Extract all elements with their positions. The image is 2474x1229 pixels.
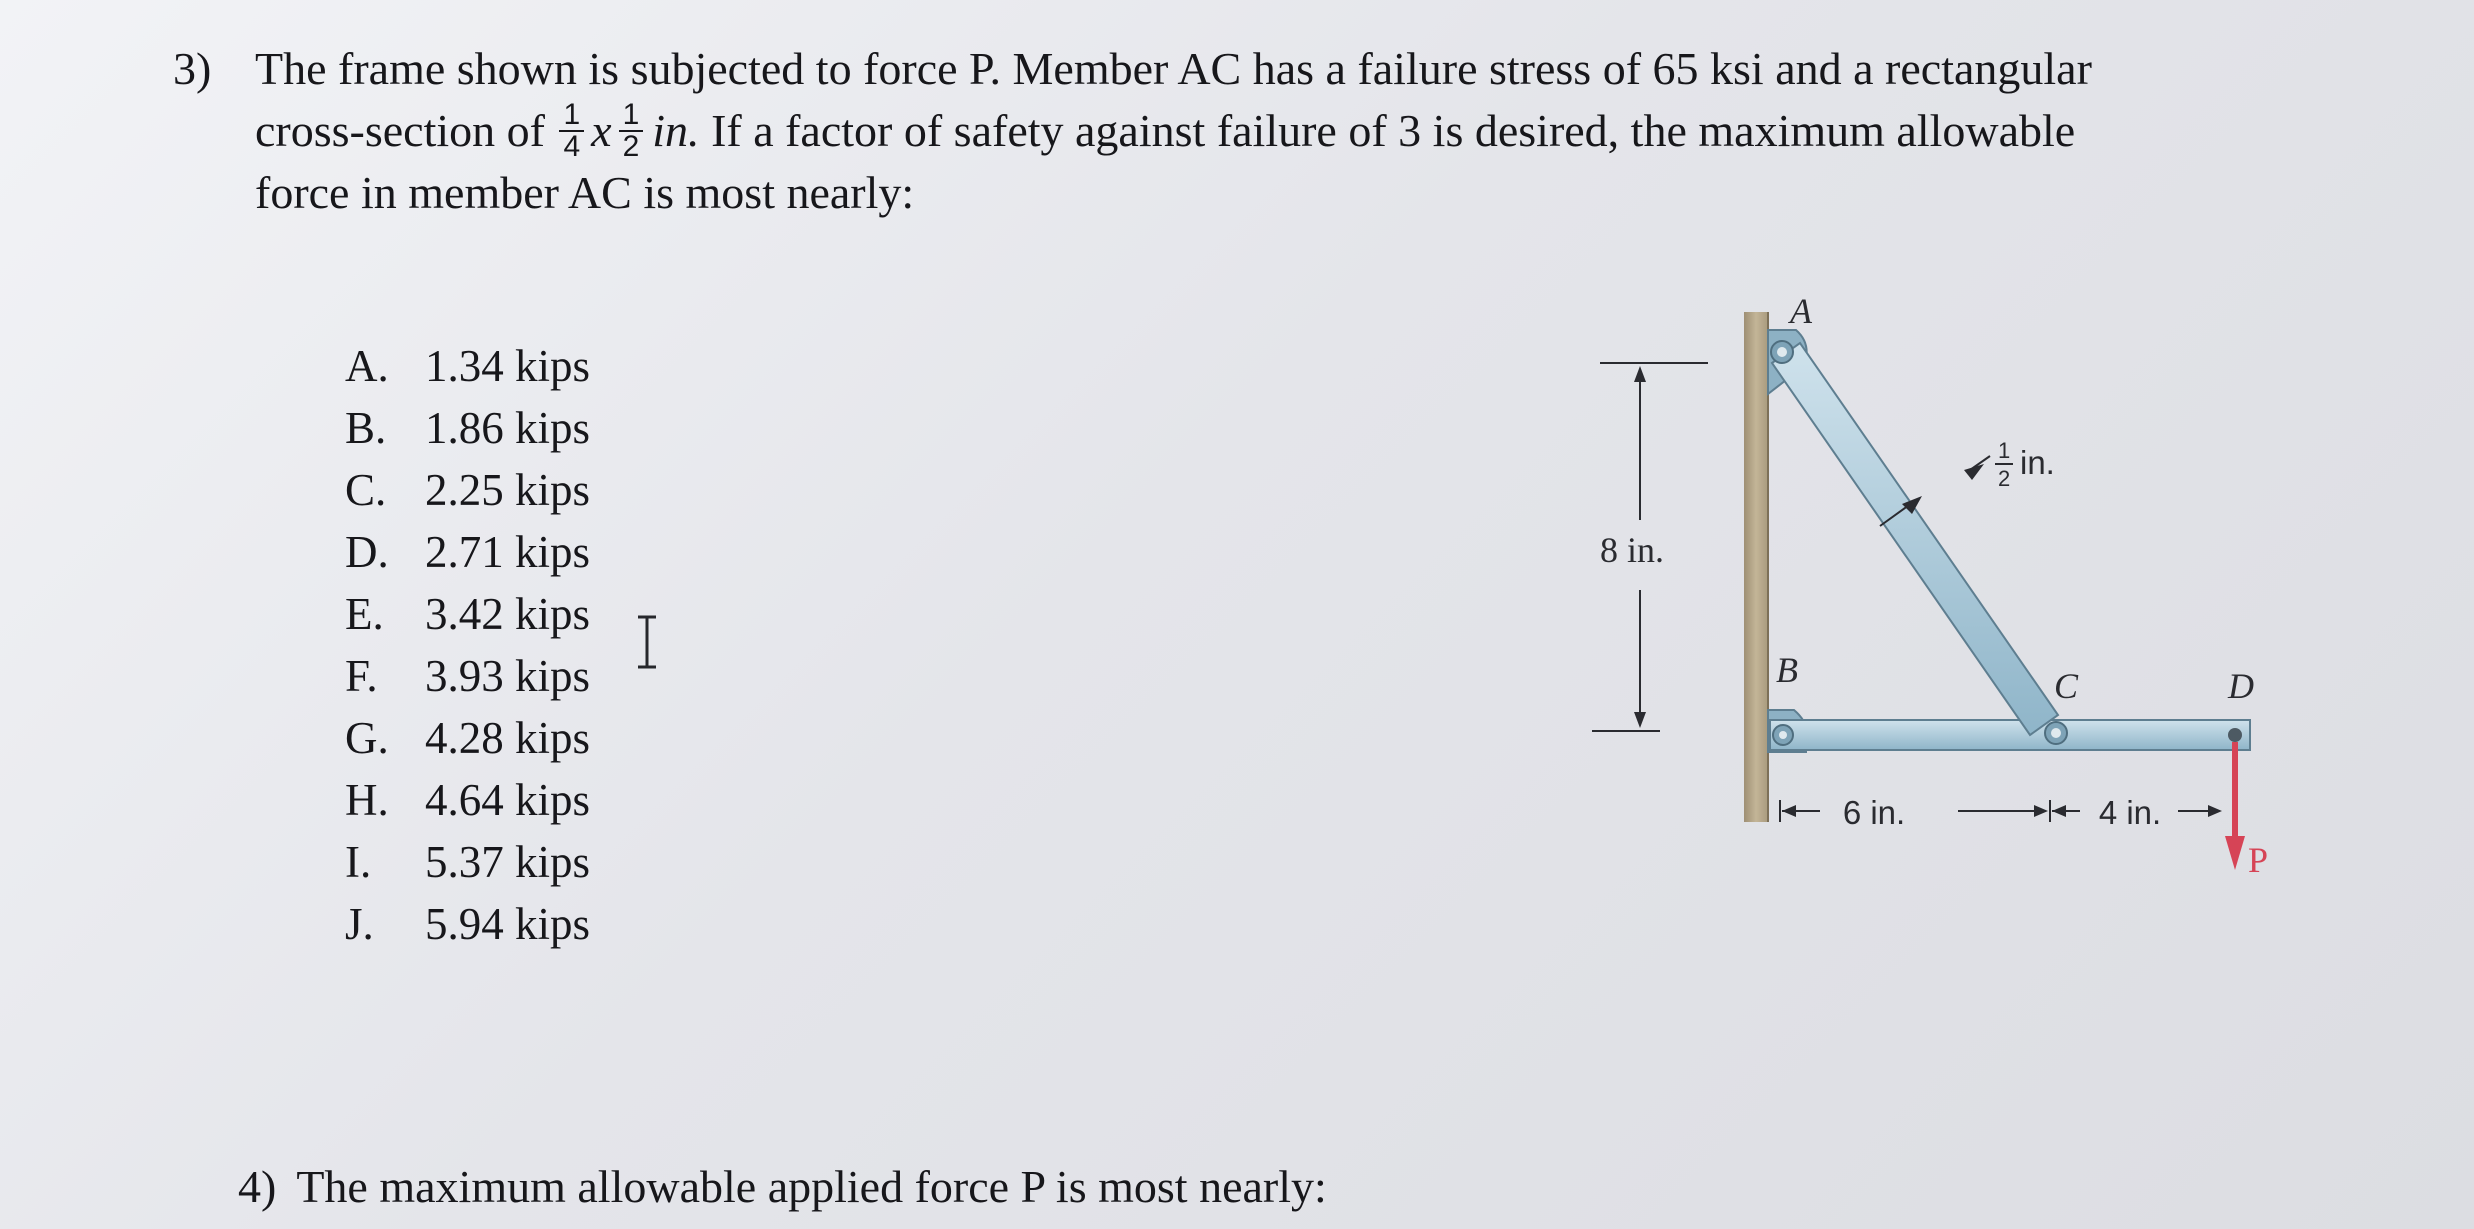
dim-6in-left-arrow bbox=[1782, 805, 1796, 817]
label-c: C bbox=[2054, 666, 2079, 706]
choice-h[interactable]: H. 4.64 kips bbox=[345, 775, 591, 825]
thickness-label bbox=[1995, 438, 2055, 491]
question-text bbox=[255, 38, 2345, 224]
question-line-2 bbox=[255, 100, 2345, 162]
fraction-one-quarter: $\frac{1}{4}$ bbox=[559, 100, 584, 162]
pin-a bbox=[1771, 341, 1793, 363]
choice-b[interactable]: B. 1.86 kips bbox=[345, 403, 591, 453]
choice-a[interactable]: A. 1.34 kips bbox=[345, 341, 591, 391]
pin-d bbox=[2228, 728, 2242, 742]
dim-8in-label: 8 in. bbox=[1600, 530, 1665, 570]
member-ac bbox=[1772, 343, 2058, 735]
times-symbol: x bbox=[591, 105, 612, 156]
fraction-one-half: $\frac{1}{2}$ bbox=[619, 100, 644, 162]
svg-text:2: 2 bbox=[1998, 466, 2011, 491]
text-cursor-icon bbox=[632, 614, 662, 670]
label-b: B bbox=[1776, 650, 1798, 690]
question-number: 3) bbox=[173, 43, 212, 94]
choice-g[interactable]: G. 4.28 kips bbox=[345, 713, 591, 763]
pin-c bbox=[2045, 722, 2067, 744]
choice-d[interactable]: D. 2.71 kips bbox=[345, 527, 591, 577]
force-p-arrowhead bbox=[2225, 836, 2245, 870]
svg-text:in.: in. bbox=[2020, 444, 2055, 481]
dim-8in-top-arrow bbox=[1634, 366, 1646, 382]
pin-b bbox=[1773, 725, 1793, 745]
question-line-2-rest: If a factor of safety against failure of 3 is desired, the maximum allowable bbox=[699, 105, 2076, 156]
question-4 bbox=[238, 1156, 1327, 1218]
member-bd bbox=[1770, 720, 2250, 750]
choice-i[interactable]: I. 5.37 kips bbox=[345, 837, 591, 887]
question-4-text: The maximum allowable applied force P is most nearly: bbox=[296, 1161, 1327, 1212]
dim-4in-label: 4 in. bbox=[2098, 794, 2162, 831]
choice-f[interactable]: F. 3.93 kips bbox=[345, 651, 591, 701]
question-line-3: force in member AC is most nearly: bbox=[255, 167, 915, 218]
label-d: D bbox=[2228, 666, 2254, 706]
choice-j[interactable]: J. 5.94 kips bbox=[345, 899, 591, 949]
question-4-number: 4) bbox=[238, 1161, 277, 1212]
unit-inches: in. bbox=[652, 105, 700, 156]
wall-support bbox=[1744, 312, 1768, 822]
cross-section-prefix: cross-section of bbox=[255, 105, 545, 156]
question-3 bbox=[175, 38, 2345, 224]
answer-choices bbox=[345, 335, 590, 955]
label-p: P bbox=[2248, 840, 2269, 880]
choice-e[interactable]: E. 3.42 kips bbox=[345, 589, 591, 639]
svg-text:1: 1 bbox=[1998, 438, 2011, 463]
dim-8in-bottom-arrow bbox=[1634, 712, 1646, 728]
dim-4in-left-arrow bbox=[2052, 805, 2066, 817]
dim-4in-right-arrow bbox=[2208, 805, 2222, 817]
dim-6in-right-arrow bbox=[2034, 805, 2048, 817]
frame-diagram bbox=[1580, 290, 2300, 890]
question-line-1: The frame shown is subjected to force P. Member AC has a failure stress of 65 ksi and a rectangular bbox=[255, 43, 2092, 94]
label-a: A bbox=[1790, 291, 1812, 331]
choice-c[interactable]: C. 2.25 kips bbox=[345, 465, 591, 515]
dim-6in-label: 6 in. bbox=[1842, 794, 1906, 831]
